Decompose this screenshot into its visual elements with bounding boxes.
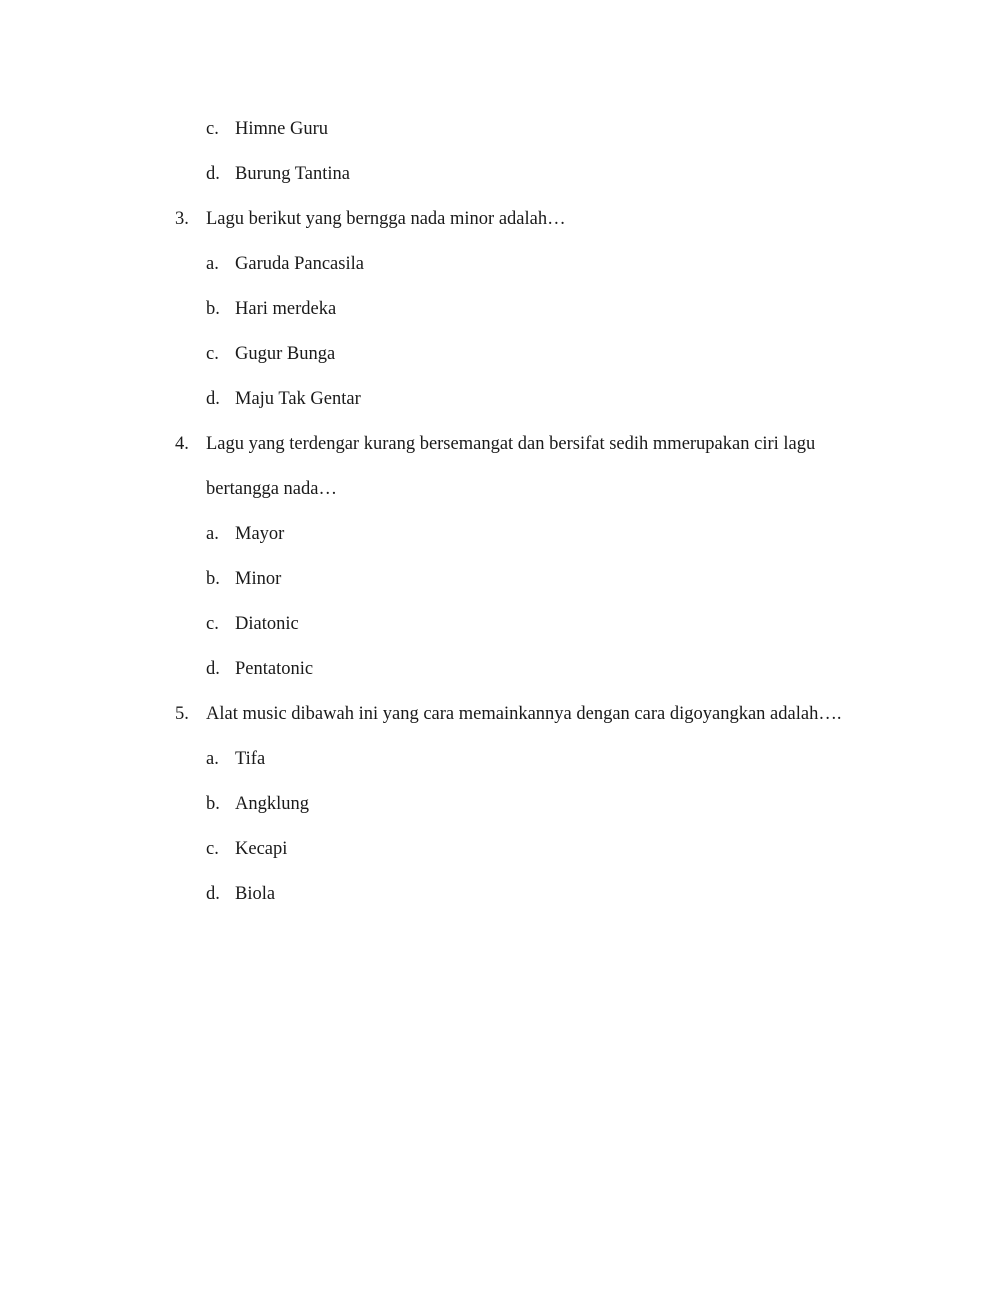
option-text: Maju Tak Gentar [235, 389, 361, 409]
option-text: Pentatonic [235, 659, 314, 679]
option-text: Mayor [235, 524, 285, 544]
question-text: Lagu berikut yang berngga nada minor adalah… [206, 209, 566, 229]
option-letter: c. [206, 344, 219, 364]
option-letter: b. [206, 569, 220, 589]
option-text: Diatonic [235, 614, 299, 634]
question-text: Lagu yang terdengar kurang bersemangat dan bersifat sedih mmerupakan ciri lagu [206, 434, 816, 454]
option-letter: c. [206, 614, 219, 634]
option-letter: c. [206, 839, 219, 859]
option-letter: d. [206, 389, 220, 409]
question-number: 5. [175, 704, 189, 724]
option-text: Himne Guru [235, 119, 328, 139]
option-text: Angklung [235, 794, 309, 814]
question-number: 4. [175, 434, 189, 454]
option-text: Gugur Bunga [235, 344, 336, 364]
option-text: Garuda Pancasila [235, 254, 364, 274]
option-letter: a. [206, 749, 219, 769]
option-letter: c. [206, 119, 219, 139]
option-letter: b. [206, 794, 220, 814]
option-letter: d. [206, 884, 220, 904]
option-letter: a. [206, 524, 219, 544]
question-text: bertangga nada… [206, 479, 337, 499]
option-letter: d. [206, 164, 220, 184]
option-text: Hari merdeka [235, 299, 337, 319]
option-text: Biola [235, 884, 276, 904]
option-letter: a. [206, 254, 219, 274]
option-letter: d. [206, 659, 220, 679]
option-letter: b. [206, 299, 220, 319]
option-text: Minor [235, 569, 282, 589]
question-number: 3. [175, 209, 189, 229]
option-text: Kecapi [235, 839, 288, 859]
question-text: Alat music dibawah ini yang cara memainkannya dengan cara digoyangkan adalah…. [206, 704, 842, 724]
option-text: Tifa [235, 749, 266, 769]
option-text: Burung Tantina [235, 164, 351, 184]
